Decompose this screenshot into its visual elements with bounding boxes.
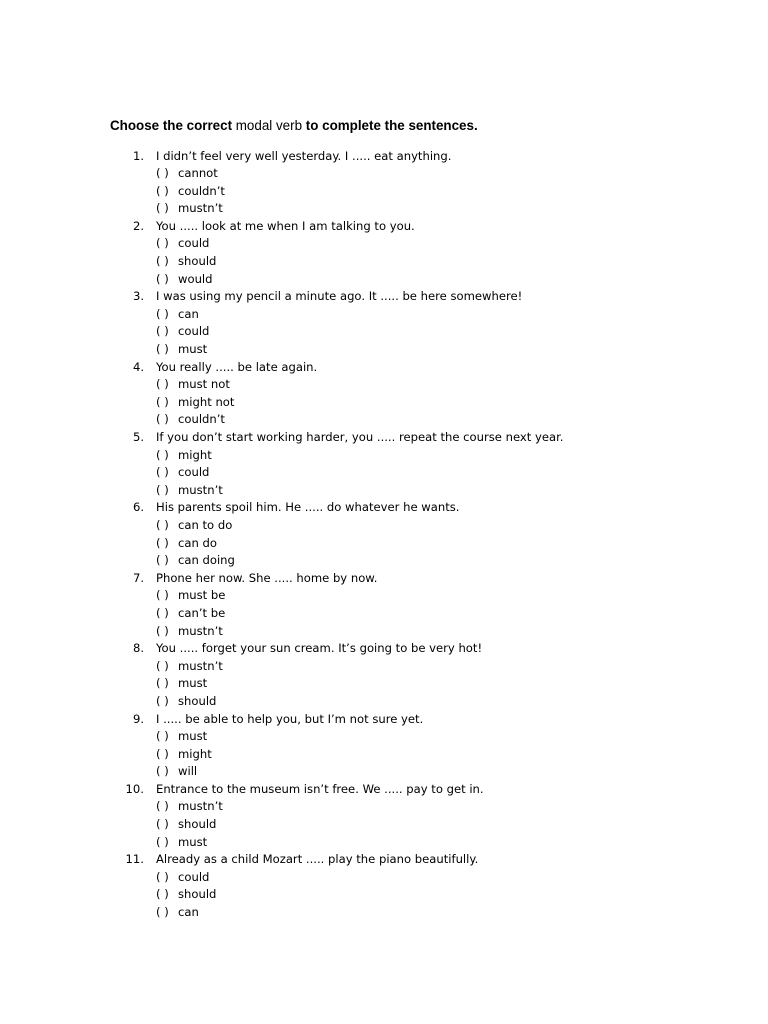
answer-option[interactable] xyxy=(0,605,768,623)
answer-option[interactable] xyxy=(0,411,768,429)
option-checkbox[interactable]: ( ) xyxy=(156,465,169,480)
question-line xyxy=(0,640,768,658)
question-line xyxy=(0,570,768,588)
answer-option[interactable] xyxy=(0,464,768,482)
option-checkbox[interactable]: ( ) xyxy=(156,605,169,620)
option-checkbox[interactable]: ( ) xyxy=(156,553,169,568)
option-checkbox[interactable]: ( ) xyxy=(156,693,169,708)
answer-option[interactable] xyxy=(0,183,768,201)
option-checkbox[interactable]: ( ) xyxy=(156,236,169,251)
option-checkbox[interactable]: ( ) xyxy=(156,869,169,884)
answer-option[interactable] xyxy=(0,746,768,764)
question-text: Phone her now. She ..... home by now. xyxy=(156,570,378,585)
answer-option[interactable] xyxy=(0,728,768,746)
option-label: could xyxy=(178,465,210,480)
answer-option[interactable] xyxy=(0,482,768,500)
question-number: 5. xyxy=(132,430,144,444)
answer-option[interactable] xyxy=(0,798,768,816)
question-line xyxy=(0,781,768,799)
option-checkbox[interactable]: ( ) xyxy=(156,324,169,339)
instruction-part-2: modal verb xyxy=(235,118,303,133)
option-checkbox[interactable]: ( ) xyxy=(156,342,169,357)
question-2 xyxy=(0,218,768,288)
question-line xyxy=(0,148,768,166)
answer-option[interactable] xyxy=(0,869,768,887)
question-line xyxy=(0,499,768,517)
question-number: 10. xyxy=(125,781,144,796)
question-1 xyxy=(0,148,768,218)
question-5 xyxy=(0,429,768,499)
answer-option[interactable] xyxy=(0,517,768,535)
option-label: could xyxy=(178,324,210,339)
option-label: might xyxy=(178,447,212,462)
worksheet-instruction xyxy=(110,116,478,136)
option-label: should xyxy=(178,254,217,269)
question-number: 2. xyxy=(132,218,144,233)
option-label: would xyxy=(178,271,213,286)
question-text: If you don’t start working harder, you ..... repeat the course next year. xyxy=(156,430,564,444)
answer-option[interactable] xyxy=(0,816,768,834)
option-checkbox[interactable]: ( ) xyxy=(156,887,169,902)
option-label: cannot xyxy=(178,166,218,181)
option-checkbox[interactable]: ( ) xyxy=(156,254,169,269)
question-line xyxy=(0,218,768,236)
question-9 xyxy=(0,711,768,781)
option-label: could xyxy=(178,869,210,884)
option-label: can xyxy=(178,306,199,321)
question-8 xyxy=(0,640,768,710)
option-label: should xyxy=(178,693,217,708)
question-line xyxy=(0,711,768,729)
question-4 xyxy=(0,359,768,429)
option-label: mustn’t xyxy=(178,201,223,216)
option-label: must xyxy=(178,729,208,744)
question-number: 6. xyxy=(132,500,144,515)
question-text: You ..... look at me when I am talking to you. xyxy=(156,218,415,233)
question-text: Already as a child Mozart ..... play the piano beautifully. xyxy=(156,852,479,867)
option-label: should xyxy=(178,817,217,832)
question-3 xyxy=(0,288,768,358)
answer-option[interactable] xyxy=(0,535,768,553)
question-number: 7. xyxy=(132,570,144,585)
option-label: might xyxy=(178,746,212,761)
answer-option[interactable] xyxy=(0,341,768,359)
answer-option[interactable] xyxy=(0,271,768,289)
answer-option[interactable] xyxy=(0,904,768,922)
question-number: 3. xyxy=(132,289,144,304)
question-number: 11. xyxy=(125,852,144,867)
option-checkbox[interactable]: ( ) xyxy=(156,517,169,532)
answer-option[interactable] xyxy=(0,165,768,183)
answer-option[interactable] xyxy=(0,886,768,904)
question-10 xyxy=(0,781,768,851)
option-label: can doing xyxy=(178,553,235,568)
option-checkbox[interactable]: ( ) xyxy=(156,535,169,550)
option-label: will xyxy=(178,764,198,779)
question-line xyxy=(0,359,768,377)
answer-option[interactable] xyxy=(0,253,768,271)
answer-option[interactable] xyxy=(0,235,768,253)
option-checkbox[interactable]: ( ) xyxy=(156,729,169,744)
answer-option[interactable] xyxy=(0,693,768,711)
option-label: can do xyxy=(178,535,217,550)
option-label: must xyxy=(178,834,208,849)
question-number: 9. xyxy=(132,711,144,726)
question-number: 8. xyxy=(132,641,144,656)
option-checkbox[interactable]: ( ) xyxy=(156,482,169,497)
question-text: You really ..... be late again. xyxy=(156,359,318,374)
answer-option[interactable] xyxy=(0,552,768,570)
answer-option[interactable] xyxy=(0,376,768,394)
option-label: mustn’t xyxy=(178,658,223,673)
option-checkbox[interactable]: ( ) xyxy=(156,588,169,603)
option-label: must not xyxy=(178,377,230,392)
option-checkbox[interactable]: ( ) xyxy=(156,166,169,181)
option-label: can to do xyxy=(178,517,233,532)
answer-option[interactable] xyxy=(0,447,768,465)
question-7 xyxy=(0,570,768,640)
instruction-part-1: Choose the correct xyxy=(110,118,233,133)
option-checkbox[interactable]: ( ) xyxy=(156,799,169,814)
option-checkbox[interactable]: ( ) xyxy=(156,746,169,761)
option-label: mustn’t xyxy=(178,799,223,814)
question-text: His parents spoil him. He ..... do whatever he wants. xyxy=(156,500,460,515)
option-checkbox[interactable]: ( ) xyxy=(156,905,169,920)
option-checkbox[interactable]: ( ) xyxy=(156,834,169,849)
question-11 xyxy=(0,851,768,921)
answer-option[interactable] xyxy=(0,623,768,641)
question-list xyxy=(0,148,768,922)
question-text: I was using my pencil a minute ago. It ..... be here somewhere! xyxy=(156,289,523,304)
option-label: couldn’t xyxy=(178,412,225,427)
option-label: mustn’t xyxy=(178,623,223,638)
question-6 xyxy=(0,499,768,569)
question-text: You ..... forget your sun cream. It’s going to be very hot! xyxy=(156,641,483,656)
option-checkbox[interactable]: ( ) xyxy=(156,201,169,216)
option-label: can xyxy=(178,905,199,920)
option-checkbox[interactable]: ( ) xyxy=(156,817,169,832)
answer-option[interactable] xyxy=(0,200,768,218)
option-label: must be xyxy=(178,588,226,603)
option-checkbox[interactable]: ( ) xyxy=(156,306,169,321)
option-checkbox[interactable]: ( ) xyxy=(156,271,169,286)
option-label: can’t be xyxy=(178,605,226,620)
instruction-part-3: to complete the sentences. xyxy=(305,118,478,133)
question-number: 1. xyxy=(132,148,144,163)
option-checkbox[interactable]: ( ) xyxy=(156,394,169,409)
option-checkbox[interactable]: ( ) xyxy=(156,447,169,462)
option-checkbox[interactable]: ( ) xyxy=(156,658,169,673)
question-line xyxy=(0,429,768,447)
option-checkbox[interactable]: ( ) xyxy=(156,412,169,427)
answer-option[interactable] xyxy=(0,394,768,412)
option-label: mustn’t xyxy=(178,482,223,497)
question-line xyxy=(0,288,768,306)
option-label: could xyxy=(178,236,210,251)
answer-option[interactable] xyxy=(0,306,768,324)
question-line xyxy=(0,851,768,869)
answer-option[interactable] xyxy=(0,323,768,341)
question-text: I ..... be able to help you, but I’m not sure yet. xyxy=(156,711,424,726)
option-checkbox[interactable]: ( ) xyxy=(156,183,169,198)
option-checkbox[interactable]: ( ) xyxy=(156,377,169,392)
option-label: must xyxy=(178,342,208,357)
option-label: must xyxy=(178,676,208,691)
option-checkbox[interactable]: ( ) xyxy=(156,764,169,779)
answer-option[interactable] xyxy=(0,675,768,693)
option-checkbox[interactable]: ( ) xyxy=(156,676,169,691)
question-text: I didn’t feel very well yesterday. I ..... eat anything. xyxy=(156,148,452,163)
question-text: Entrance to the museum isn’t free. We ..... pay to get in. xyxy=(156,781,484,796)
answer-option[interactable] xyxy=(0,587,768,605)
option-checkbox[interactable]: ( ) xyxy=(156,623,169,638)
answer-option[interactable] xyxy=(0,658,768,676)
question-number: 4. xyxy=(132,359,144,374)
answer-option[interactable] xyxy=(0,834,768,852)
option-label: couldn’t xyxy=(178,183,225,198)
option-label: might not xyxy=(178,394,235,409)
answer-option[interactable] xyxy=(0,763,768,781)
option-label: should xyxy=(178,887,217,902)
